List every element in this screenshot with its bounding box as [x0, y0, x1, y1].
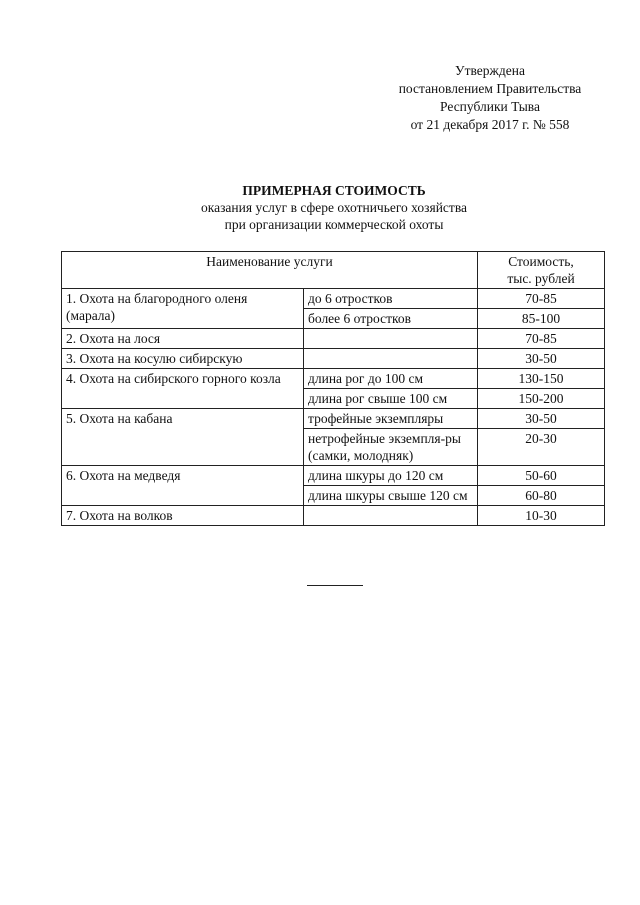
closing-divider	[307, 585, 363, 586]
table-row	[62, 369, 605, 389]
price-cell: 60-80	[478, 486, 605, 506]
price-cell: 70-85	[478, 289, 605, 309]
service-name-cell: 3. Охота на косулю сибирскую	[62, 349, 304, 369]
price-cell: 10-30	[478, 506, 605, 526]
table-row	[62, 506, 605, 526]
approval-line: Утверждена	[455, 63, 525, 78]
table-row	[62, 349, 605, 369]
variant-cell: длина рог свыше 100 см	[304, 389, 478, 409]
variant-cell: более 6 отростков	[304, 309, 478, 329]
price-cell: 30-50	[478, 409, 605, 429]
variant-cell: длина шкуры до 120 см	[304, 466, 478, 486]
service-name-cell: 4. Охота на сибирского горного козла	[62, 369, 304, 409]
table-row	[62, 466, 605, 486]
price-cell: 20-30	[478, 429, 605, 466]
header-cost-line: Стоимость,	[508, 254, 574, 269]
table-row	[62, 409, 605, 429]
header-cost	[478, 252, 605, 289]
variant-cell	[304, 329, 478, 349]
price-table	[61, 251, 605, 526]
document-heading	[0, 182, 640, 233]
price-cell: 70-85	[478, 329, 605, 349]
document-subtitle-line: при организации коммерческой охоты	[224, 217, 444, 232]
variant-cell	[304, 506, 478, 526]
table-header-row	[62, 252, 605, 289]
price-cell: 30-50	[478, 349, 605, 369]
variant-cell: трофейные экземпляры	[304, 409, 478, 429]
service-name-cell: 5. Охота на кабана	[62, 409, 304, 466]
price-cell: 85-100	[478, 309, 605, 329]
approval-line: от 21 декабря 2017 г. № 558	[410, 117, 570, 132]
price-cell: 50-60	[478, 466, 605, 486]
price-cell: 150-200	[478, 389, 605, 409]
service-name-cell: 1. Охота на благородного оленя (марала)	[62, 289, 304, 329]
service-name-cell: 7. Охота на волков	[62, 506, 304, 526]
table-row	[62, 329, 605, 349]
approval-line: постановлением Правительства	[398, 81, 582, 96]
variant-cell: длина шкуры свыше 120 см	[304, 486, 478, 506]
approval-block	[360, 62, 620, 134]
approval-line: Республики Тыва	[440, 99, 540, 114]
service-name-cell: 2. Охота на лося	[62, 329, 304, 349]
table-row	[62, 289, 605, 309]
service-name-cell: 6. Охота на медведя	[62, 466, 304, 506]
document-title: ПРИМЕРНАЯ СТОИМОСТЬ	[242, 183, 426, 198]
price-cell: 130-150	[478, 369, 605, 389]
header-service: Наименование услуги	[62, 252, 478, 289]
variant-cell	[304, 349, 478, 369]
header-cost-line: тыс. рублей	[507, 271, 575, 286]
variant-cell: до 6 отростков	[304, 289, 478, 309]
document-subtitle-line: оказания услуг в сфере охотничьего хозяйства	[200, 200, 468, 215]
variant-cell: нетрофейные экземпля-ры (самки, молодняк)	[304, 429, 478, 466]
variant-cell: длина рог до 100 см	[304, 369, 478, 389]
